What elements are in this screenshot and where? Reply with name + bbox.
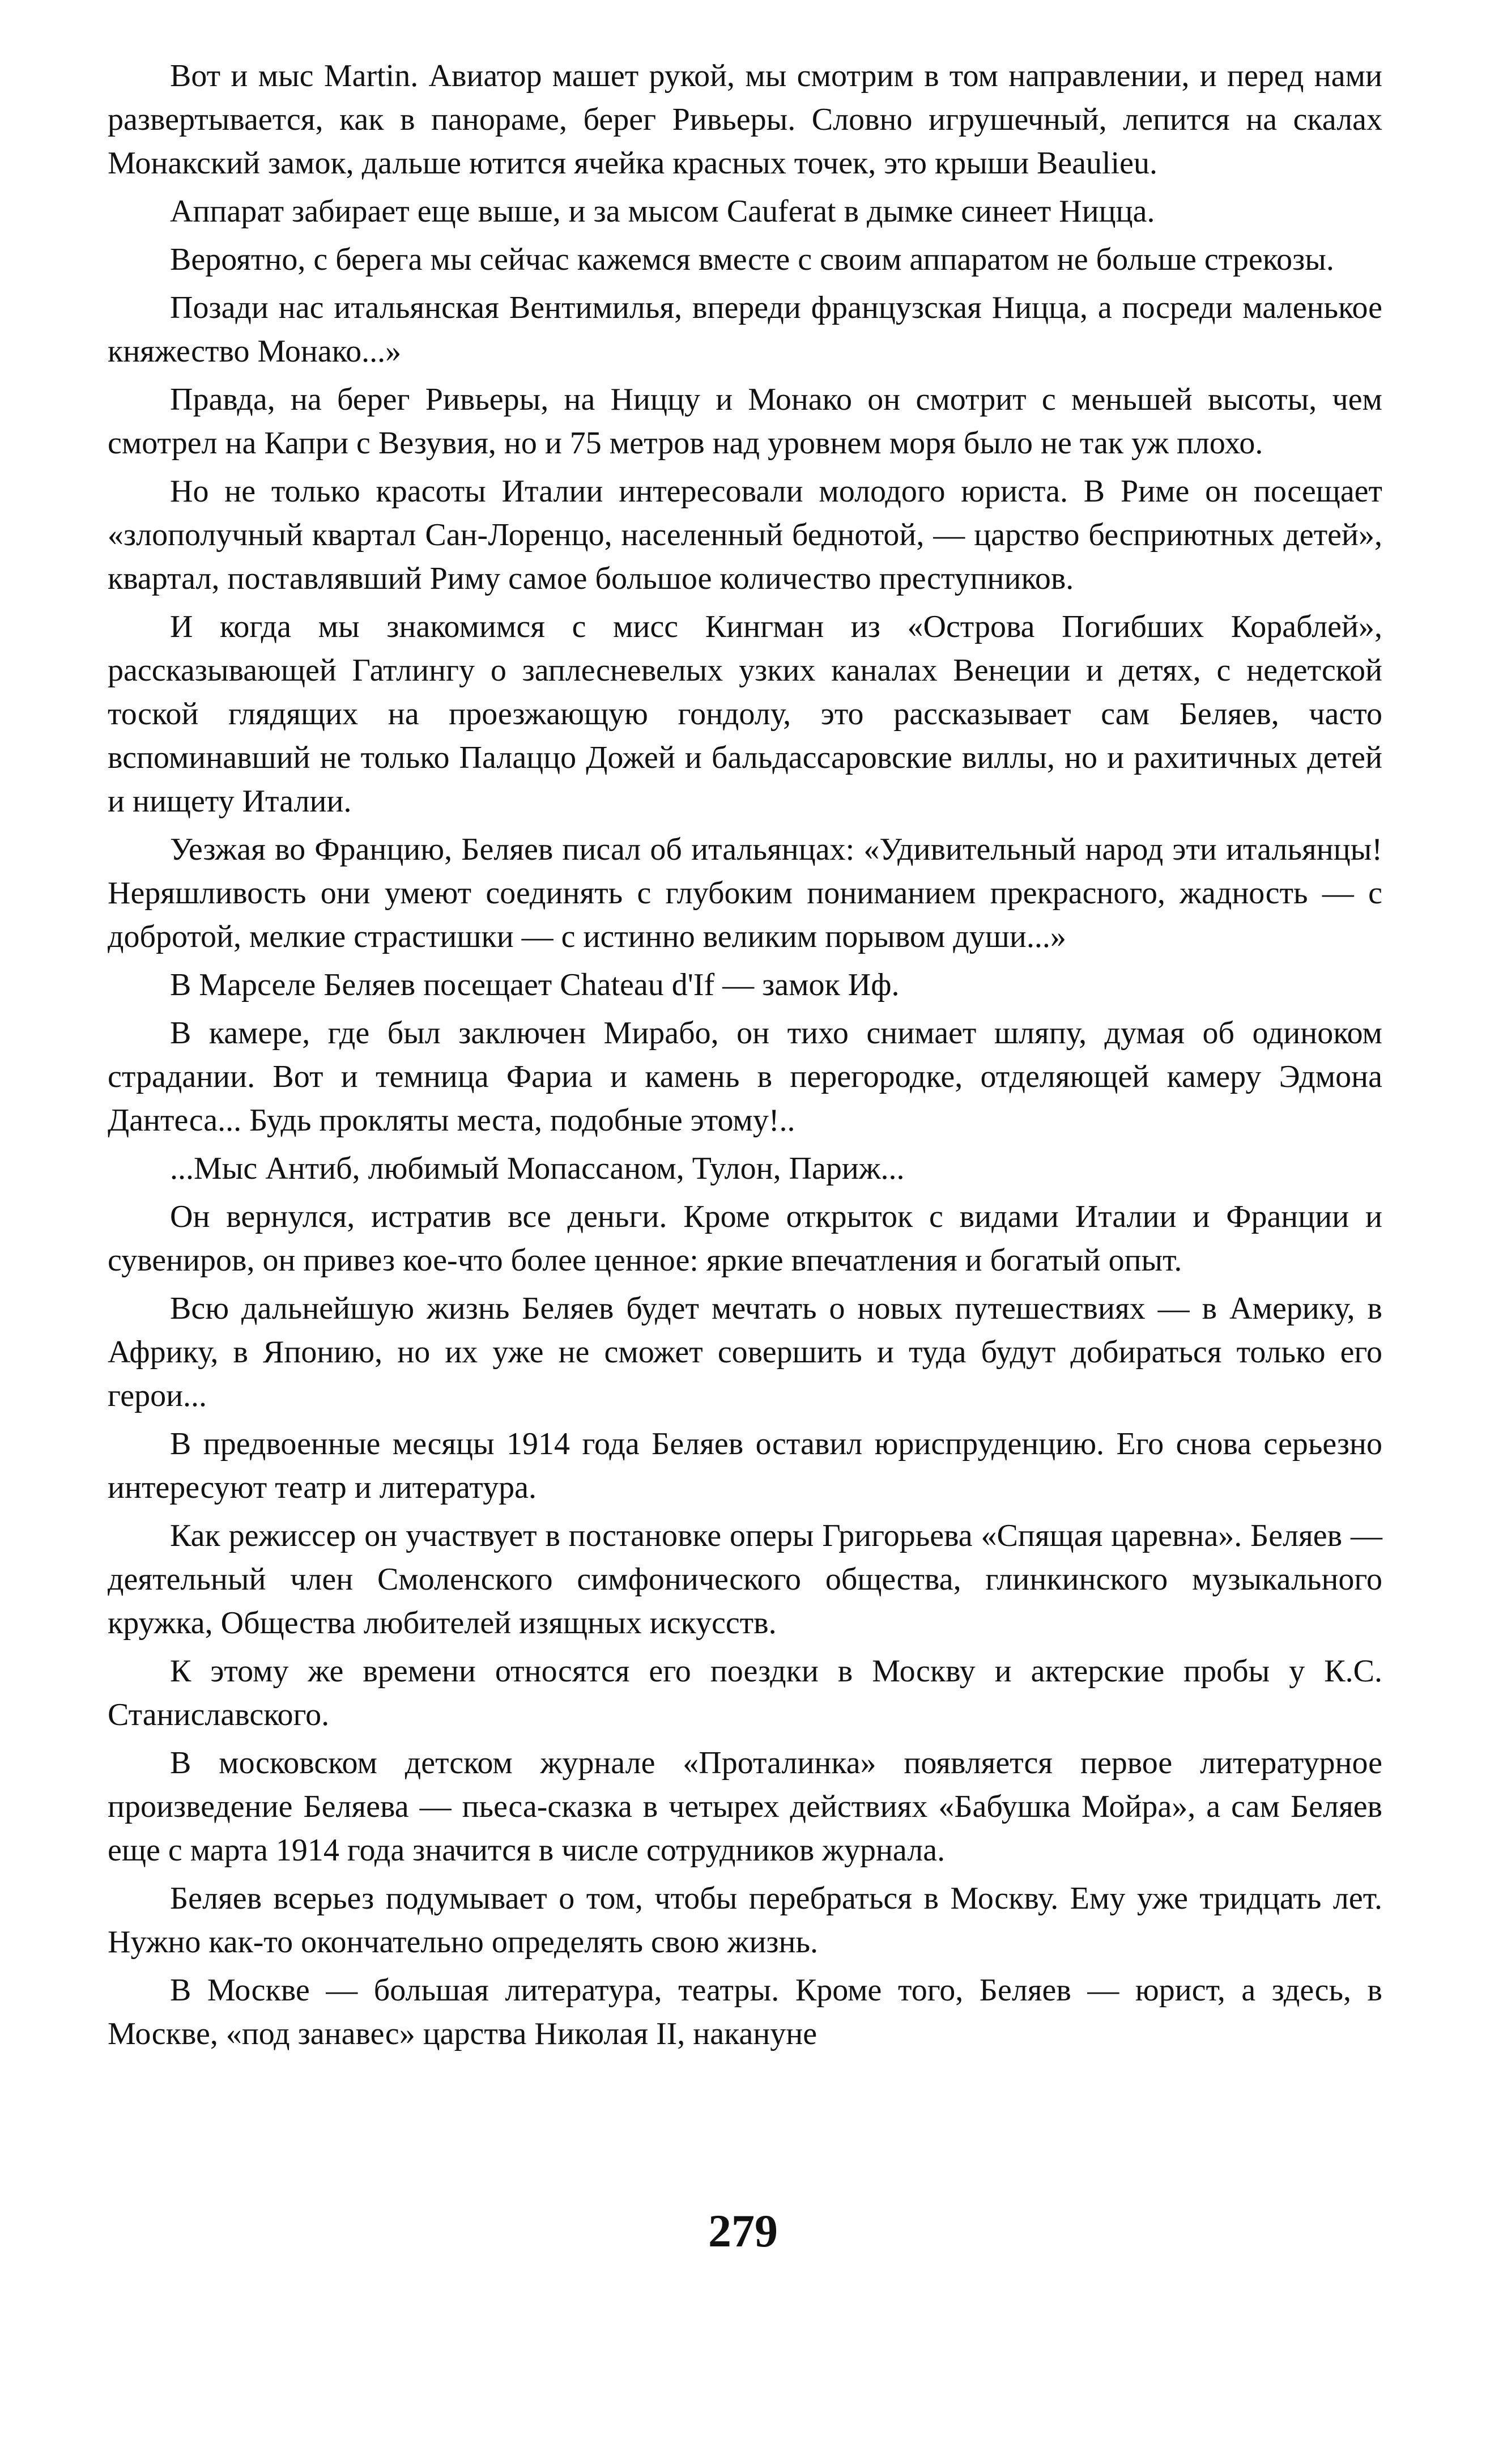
paragraph: Вероятно, с берега мы сейчас кажемся вместе с своим аппаратом не больше стрекозы. [170,242,1334,277]
paragraph: Вот и мыс Martin. Авиатор машет рукой, мы смотрим в том направлении, и перед нами развертывается, как в панораме, берег Ривьеры. Словно игрушечный, лепится на скалах Монакский замок, дальше ютится ячейка красных точек, это крыши Beaulieu. [108,58,1382,181]
paragraph: В Марселе Беляев посещает Chateau d'If — замок Иф. [170,967,900,1002]
page-body [108,54,1382,2061]
page-number: 279 [708,2205,778,2257]
paragraph: К этому же времени относятся его поездки в Москву и актерские пробы у К.С. Станиславского. [108,1654,1382,1732]
paragraph: В московском детском журнале «Проталинка» появляется первое литературное произведение Беляева — пьеса-сказка в четырех действиях «Бабушка Мойра», а сам Беляев еще с марта 1914 года значится в числе сотрудников журнала. [108,1745,1382,1868]
paragraph: В предвоенные месяцы 1914 года Беляев оставил юриспруденцию. Его снова серьезно интересуют театр и литература. [108,1426,1382,1505]
paragraph: Как режиссер он участвует в постановке оперы Григорьева «Спящая царевна». Беляев — деятельный член Смоленского симфонического общества, глинкинского музыкального кружка, Общества любителей изящных искусств. [108,1518,1382,1641]
paragraph: Но не только красоты Италии интересовали молодого юриста. В Риме он посещает «злополучный квартал Сан-Лоренцо, населенный беднотой, — царство бесприютных детей», квартал, поставлявший Риму самое большое количество преступников. [108,474,1382,596]
paragraph: Позади нас итальянская Вентимилья, впереди французская Ницца, а посреди маленькое княжество Монако...» [108,290,1382,369]
paragraph: Всю дальнейшую жизнь Беляев будет мечтать о новых путешествиях — в Америку, в Африку, в Японию, но их уже не сможет совершить и туда будут добираться только его герои... [108,1291,1382,1413]
paragraph: И когда мы знакомимся с мисс Кингман из «Острова Погибших Кораблей», рассказывающей Гатлингу о заплесневелых узких каналах Венеции и детях, с недетской тоской глядящих на проезжающую гондолу, это рассказывает сам Беляев, часто вспоминавший не только Палаццо Дожей и бальдассаровские виллы, но и рахитичных детей и нищету Италии. [108,609,1382,819]
paragraph: Аппарат забирает еще выше, и за мысом Cauferat в дымке синеет Ницца. [170,194,1155,229]
paragraph: Правда, на берег Ривьеры, на Ниццу и Монако он смотрит с меньшей высоты, чем смотрел на Капри с Везувия, но и 75 метров над уровнем моря было не так уж плохо. [108,382,1382,461]
paragraph: Он вернулся, истратив все деньги. Кроме открыток с видами Италии и Франции и сувениров, он привез кое-что более ценное: яркие впечатления и богатый опыт. [108,1199,1382,1278]
paragraph: В Москве — большая литература, театры. Кроме того, Беляев — юрист, а здесь, в Москве, «под занавес» царства Николая II, накануне [108,1973,1382,2051]
paragraph: ...Мыс Антиб, любимый Мопассаном, Тулон, Париж... [170,1151,905,1186]
paragraph: Уезжая во Францию, Беляев писал об итальянцах: «Удивительный народ эти итальянцы! Неряшливость они умеют соединять с глубоким пониманием прекрасного, жадность — с добротой, мелкие страстишки — с истинно великим порывом души...» [108,832,1382,954]
paragraph: Беляев всерьез подумывает о том, чтобы перебраться в Москву. Ему уже тридцать лет. Нужно как-то окончательно определять свою жизнь. [108,1881,1382,1960]
paragraph: В камере, где был заключен Мирабо, он тихо снимает шляпу, думая об одиноком страдании. Вот и темница Фариа и камень в перегородке, отделяющей камеру Эдмона Дантеса... Будь прокляты места, подобные этому!.. [108,1016,1382,1138]
